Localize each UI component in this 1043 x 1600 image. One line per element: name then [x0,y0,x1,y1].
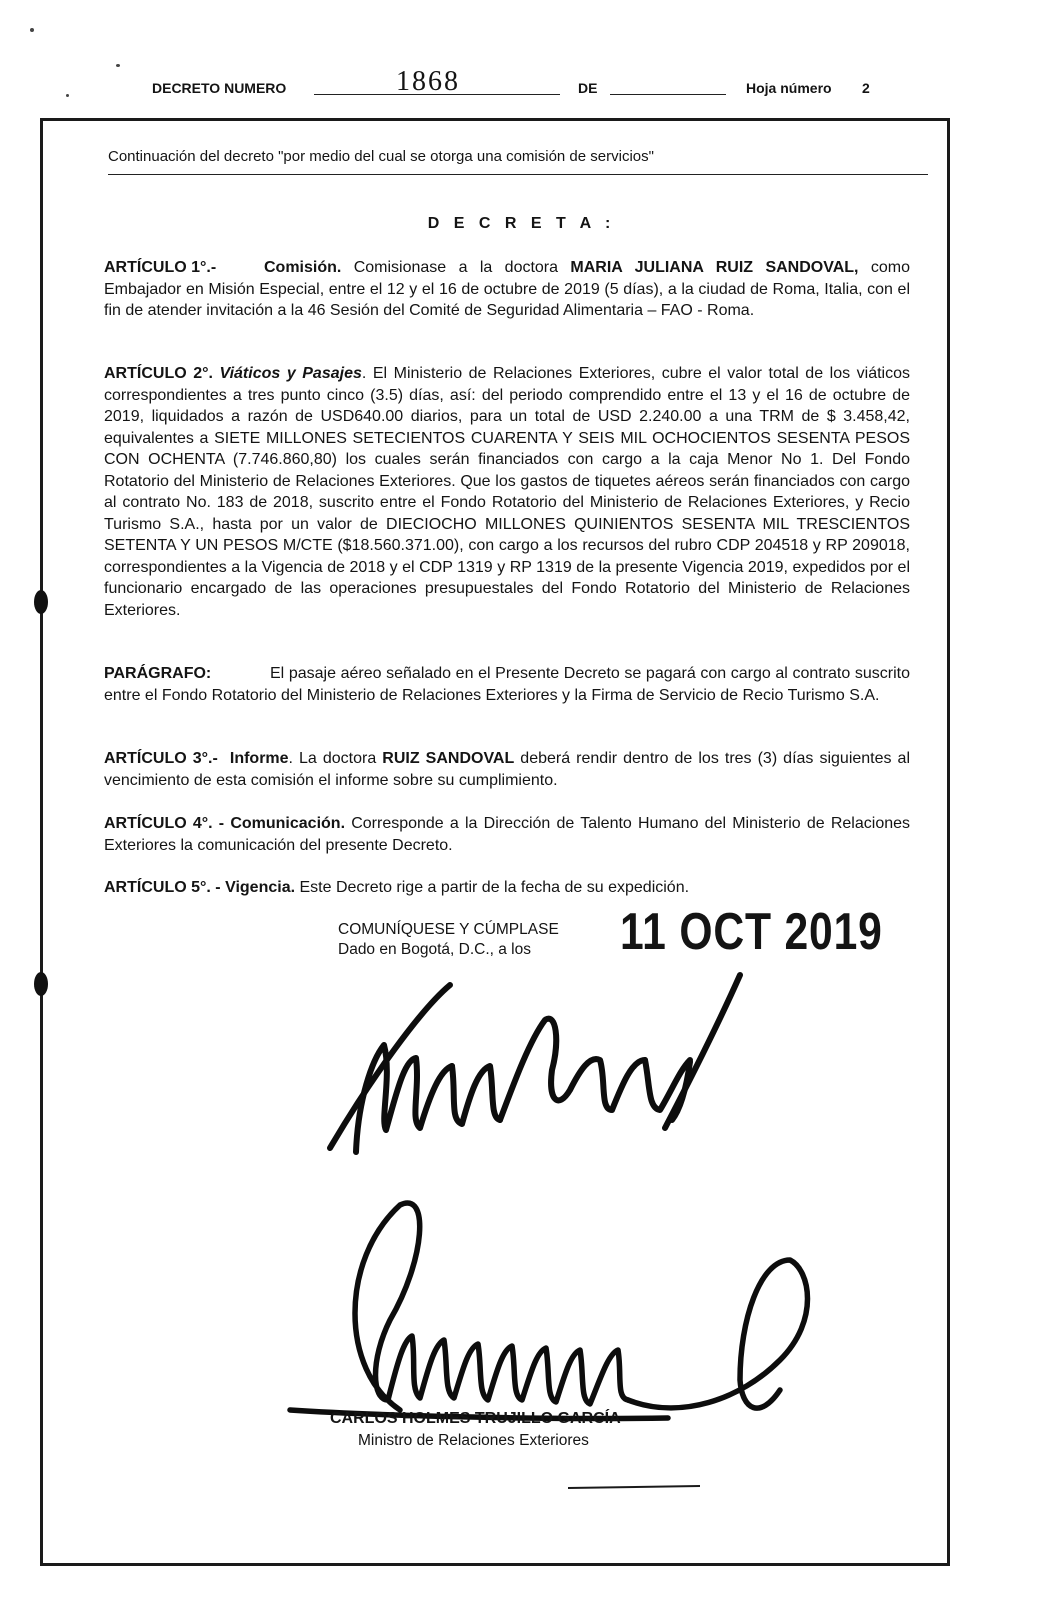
decree-number-label: DECRETO NUMERO [152,80,287,96]
article-text: . El Ministerio de Relaciones Exteriores, cubre el valor total de los viáticos correspondientes a tres punto cinco (3.5) días, así: del periodo comprendido entre el 13 y el 16 de octubre de 2019, liquidados a razón de USD640.00 diarios, para un total de USD 2.240.00 a una TRM de $ 3.458,42, equivalentes a SIETE MILLONES SETECIENTOS CUARENTA Y SEIS MIL OCHOCIENTOS SESENTA PESOS CON OCHENTA (7.746.860,80) los cuales serán financiados con cargo a la caja Menor No 1. Del Fondo Rotatorio del Ministerio de Relaciones Exteriores. Que los gastos de tiquetes aéreos serán financiados con cargo al contrato No. 183 de 2018, suscrito entre el Fondo Rotatorio del Ministerio de Relaciones Exteriores, y Recio Turismo S.A., hasta por un valor de DIECIOCHO MILLONES QUINIENTOS SESENTA MIL TRESCIENTOS SETENTA Y UN PESOS M/CTE ($18.560.371.00), con cargo a los recursos del rubro CDP 204518 y RP 209018, correspondientes a la Vigencia de 2018 y el CDP 1319 y RP 1319 de la presente Vigencia 2019, expedidos por el funcionario encargado de las operaciones presupuestales del Fondo Rotatorio del Ministerio de Relaciones Exteriores. [104,365,910,619]
article-title: Comisión. [264,259,342,276]
paragrafo-label: PARÁGRAFO: [104,665,212,682]
person-name: MARIA JULIANA RUIZ SANDOVAL, [570,259,859,276]
underline-mark [568,1486,700,1488]
closing-line-1: COMUNÍQUESE Y CÚMPLASE [338,921,559,938]
signature-2 [290,1203,808,1419]
person-name: RUIZ SANDOVAL [382,750,515,767]
decree-number: 1868 [396,66,460,97]
article-text: Este Decreto rige a partir de la fecha de su expedición. [295,879,690,896]
article-label: ARTÍCULO 3°.- [104,750,218,767]
article-label: ARTÍCULO 1°.- [104,259,217,276]
date-stamp: 11 OCT 2019 [620,903,883,961]
article-label: ARTÍCULO 4°. - [104,815,225,832]
signer-role: Ministro de Relaciones Exteriores [358,1432,589,1449]
article-label: ARTÍCULO 2°. [104,365,213,382]
article-text: Corresponde a la Dirección de Talento Humano del Ministerio de Relaciones Exteriores la comunicación del presente Decreto. [104,815,911,854]
decreta-heading: D E C R E T A : [427,215,616,232]
article-text: como Embajador en Misión Especial, entre el 12 y el 16 de octubre de 2019 (5 días), a la ciudad de Roma, Italia, con el fin de atender invitación a la 46 Sesión del Comité de Seguridad Alimentaria – FAO - Roma. [104,259,910,319]
paragrafo-text: El pasaje aéreo señalado en el Presente Decreto se pagará con cargo al contrato suscrito entre el Fondo Rotatorio del Ministerio de Relaciones Exteriores y la Firma de Servicio de Recio Turismo S.A. [104,665,910,704]
article-title: Vigencia. [225,879,296,896]
article-title: Informe [229,750,289,767]
signature-1 [330,975,740,1152]
closing-line-2: Dado en Bogotá, D.C., a los [338,941,532,958]
signer-name: CARLOS HOLMES TRUJILLO GARCÍA [330,1410,621,1427]
de-label: DE [578,80,598,96]
sheet-label: Hoja número [746,80,832,96]
article-text: deberá rendir dentro de los tres (3) días siguientes al vencimiento de esta comisión el informe sobre su cumplimiento. [104,750,911,789]
article-title: Viáticos y Pasajes [219,365,362,382]
article-title: Comunicación. [230,815,346,832]
article-label: ARTÍCULO 5°. - [104,879,221,896]
article-text: . La doctora [288,750,383,767]
sheet-number: 2 [862,80,870,96]
continuation-line: Continuación del decreto "por medio del cual se otorga una comisión de servicios" [108,148,928,175]
article-text: Comisionase a la doctora [341,259,571,276]
